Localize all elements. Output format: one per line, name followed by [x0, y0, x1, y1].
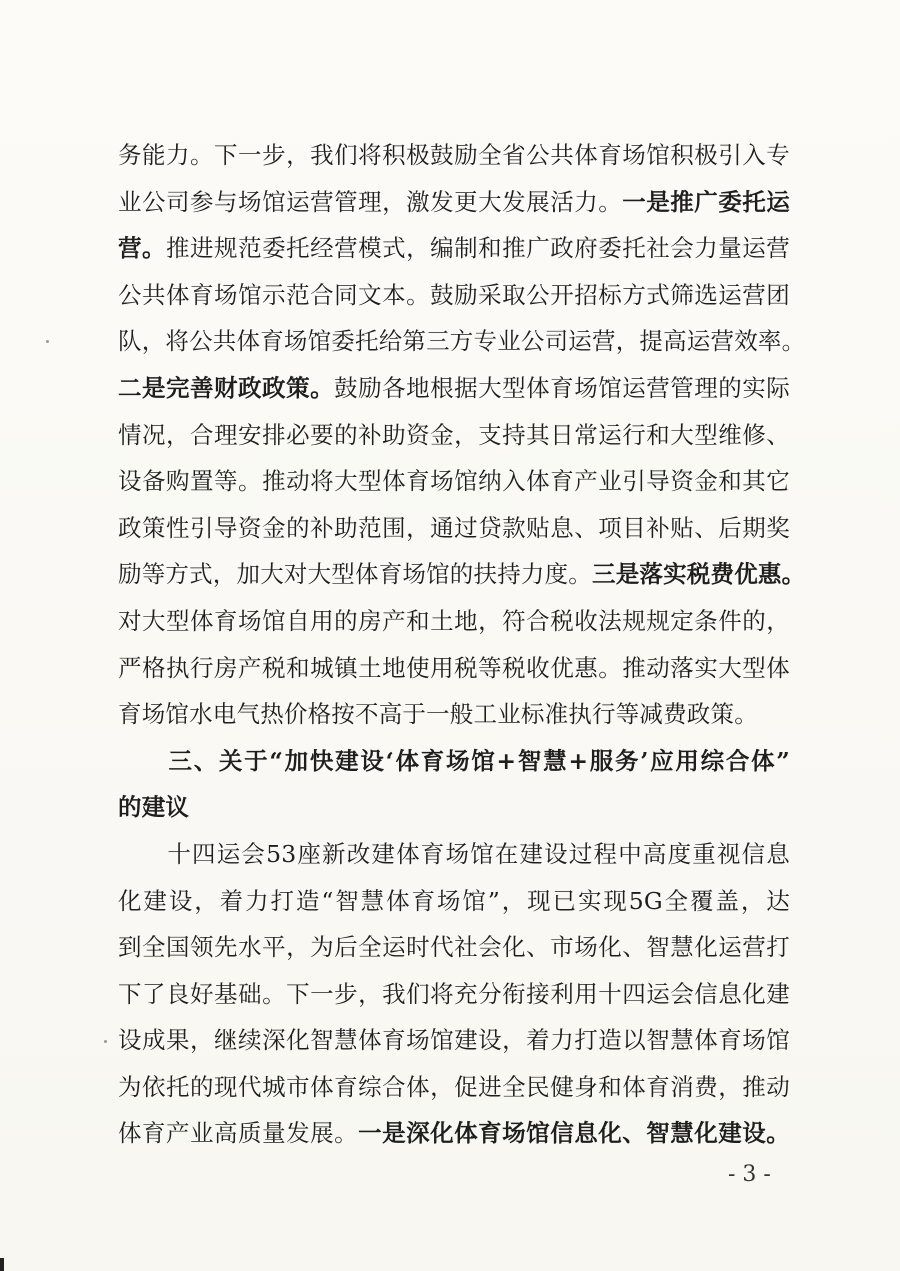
text-line	[118, 831, 790, 878]
text-line	[118, 878, 790, 925]
text-segment: 化建设，着力打造“智慧体育场馆”，现已实现5G全覆盖，达	[118, 886, 790, 915]
text-segment: 情况，合理安排必要的补助资金，支持其日常运行和大型维修、	[118, 420, 790, 449]
text-line	[118, 179, 790, 226]
body-text	[118, 132, 806, 1157]
text-line	[118, 598, 790, 645]
text-line	[118, 551, 806, 598]
text-line	[118, 645, 790, 692]
text-segment: 体育产业高质量发展。	[118, 1119, 359, 1148]
text-line	[118, 365, 790, 412]
text-line	[118, 691, 790, 738]
text-line	[118, 132, 790, 179]
text-segment: 到全国领先水平，为后全运时代社会化、市场化、智慧化运营打	[118, 933, 790, 962]
text-segment: 励等方式，加大对大型体育场馆的扶持力度。	[118, 560, 592, 589]
text-segment: 十四运会53座新改建体育场馆在建设过程中高度重视信息	[118, 839, 790, 868]
text-segment: 设成果，继续深化智慧体育场馆建设，着力打造以智慧体育场馆	[118, 1026, 790, 1055]
text-segment: 对大型体育场馆自用的房产和土地，符合税收法规规定条件的，	[118, 606, 790, 635]
bold-text-segment: 营。	[118, 234, 167, 263]
text-segment: 公共体育场馆示范合同文本。鼓励采取公开招标方式筛选运营团	[118, 280, 790, 309]
text-line	[118, 412, 790, 459]
bold-text-segment: 三是落实税费优惠。	[592, 560, 806, 589]
text-line	[118, 1064, 790, 1111]
text-line	[118, 458, 790, 505]
text-line	[118, 971, 790, 1018]
text-line	[118, 272, 790, 319]
scan-edge-mark	[0, 1258, 4, 1271]
text-segment: 育场馆水电气热价格按不高于一般工业标准执行等减费政策。	[118, 700, 758, 729]
text-line	[118, 1110, 790, 1157]
bold-text-segment: 的建议	[118, 793, 190, 822]
text-segment: 政策性引导资金的补助范围，通过贷款贴息、项目补贴、后期奖	[118, 513, 790, 542]
text-segment: 业公司参与场馆运营管理，激发更大发展活力。	[118, 187, 623, 216]
text-line	[118, 225, 790, 272]
text-segment: 推进规范委托经营模式，编制和推广政府委托社会力量运营	[166, 234, 790, 263]
text-line	[118, 924, 790, 971]
text-line	[118, 318, 806, 365]
text-segment: 设备购置等。推动将大型体育场馆纳入体育产业引导资金和其它	[118, 467, 790, 496]
text-segment: 严格执行房产税和城镇土地使用税等税收优惠。推动落实大型体	[118, 653, 790, 682]
bold-text-segment: 一是推广委托运	[622, 187, 790, 216]
text-segment: 务能力。下一步，我们将积极鼓励全省公共体育场馆积极引入专	[118, 141, 790, 169]
text-segment: 鼓励各地根据大型体育场馆运营管理的实际	[334, 373, 790, 402]
scan-speck	[46, 340, 49, 343]
text-line	[118, 505, 790, 552]
text-line	[118, 784, 790, 831]
text-line	[118, 1017, 790, 1064]
bold-text-segment: 二是完善财政政策。	[118, 373, 335, 402]
text-segment: 为依托的现代城市体育综合体，促进全民健身和体育消费，推动	[118, 1072, 790, 1101]
bold-text-segment: 一是深化体育场馆信息化、智慧化建设。	[358, 1119, 790, 1148]
text-segment: 队，将公共体育场馆委托给第三方专业公司运营，提高运营效率。	[118, 327, 806, 356]
text-line	[118, 738, 790, 785]
scan-speck	[104, 1040, 107, 1043]
text-segment: 下了良好基础。下一步，我们将充分衔接利用十四运会信息化建	[118, 979, 790, 1008]
bold-text-segment: 三、关于“加快建设‘体育场馆+智慧+服务’应用综合体”	[118, 746, 790, 775]
page-number: - 3 -	[728, 1162, 771, 1187]
